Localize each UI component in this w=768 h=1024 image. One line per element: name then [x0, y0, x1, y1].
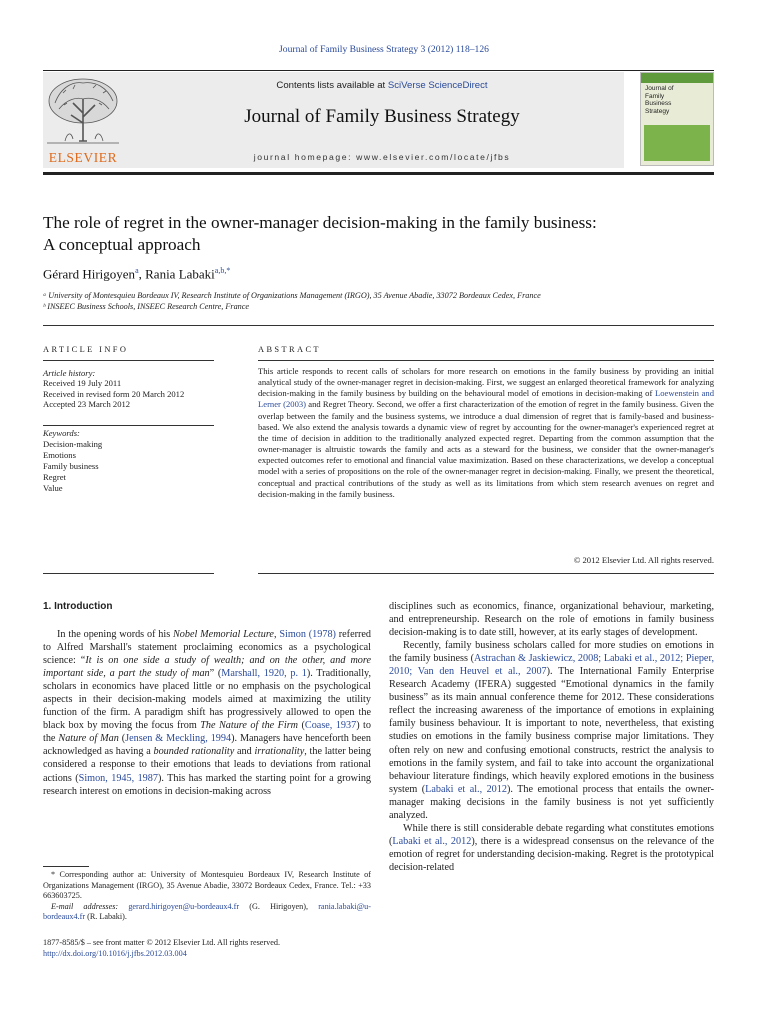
keyword: Regret — [43, 471, 66, 482]
affiliation-a: ᵃ University of Montesquieu Bordeaux IV, Research Institute of Organizations Management (IRGO), 35 Avenue Abadie, 33072 Bordeaux Cedex, France — [43, 291, 541, 300]
email-link[interactable]: rania.labaki@u-bordeaux4.fr — [43, 901, 371, 921]
cover-title-line: Family — [645, 92, 665, 100]
text-run: The Nature of the Firm — [200, 720, 299, 732]
text-run: and — [234, 746, 255, 758]
keyword: Family business — [43, 460, 99, 471]
reference-link[interactable]: Labaki et al., 2012 — [392, 835, 472, 847]
body-paragraph — [389, 822, 714, 874]
reference-link[interactable]: Loewenstein and Lerner (2003) — [258, 388, 715, 410]
text-run: bounded rationality — [153, 746, 235, 758]
top-rule — [43, 70, 714, 71]
text-run: ( — [118, 733, 126, 745]
author-affil-marker[interactable]: a,b,* — [214, 266, 231, 275]
journal-citation[interactable]: Journal of Family Business Strategy 3 (2012) 118–126 — [279, 44, 489, 55]
homepage-url-link[interactable]: www.elsevier.com/locate/jfbs — [356, 152, 511, 162]
corresponding-footnote — [43, 870, 371, 923]
contents-availability — [140, 80, 624, 91]
elsevier-wordmark: ELSEVIER — [48, 150, 118, 165]
abstract-rule — [258, 573, 714, 574]
abstract-part: and Regret Theory. Second, we offer a first characterization of the emotion of regret in the family business. Given the overlap between the family and the business systems, we introduce a dual dimension of regret that is family-based and business-based. We also extend the analysis towards a dynamic view of regret by accounting for the owner-manager's experienced regret at the time of decision in addition to the traditionally analyzed expected regret. Departing from the common assumption that the owner-manager is altruistic towards the family and acts as a steward for the business, we consider that the owner-manager's expected outcomes refer to emotional and financial value maximization. Based on these characterizations, we develop a conceptual model with a series of propositions on the role of the owner-manager regret in decision-making. Finally, we present the theoretical, conceptual and practical contributions of the study as well as its limitations from which stem research avenues on regret and decision-making in the family business. — [258, 399, 714, 499]
email-label: E-mail addresses: — [51, 901, 129, 911]
affiliation-rule — [43, 325, 714, 326]
text-run: ). This has marked the starting point for a growing research interest on emotions in decision-making across — [43, 772, 372, 797]
contents-prefix: Contents lists available at — [276, 80, 388, 91]
issn-block — [43, 938, 280, 959]
email-addresses — [43, 902, 371, 923]
journal-name: Journal of Family Business Strategy — [244, 106, 520, 127]
author-name: Gérard Hirigoyen — [43, 266, 136, 282]
section-heading: 1. Introduction — [43, 601, 113, 612]
body-paragraph — [43, 628, 371, 798]
affiliations — [43, 291, 714, 312]
article-info-rule — [43, 425, 214, 426]
text-run: , — [273, 629, 280, 640]
text-run: Nature of Man — [58, 733, 119, 745]
history-revised: Received in revised form 20 March 2012 — [43, 388, 185, 399]
doi-link[interactable]: http://dx.doi.org/10.1016/j.jfbs.2012.03.004 — [43, 948, 187, 958]
keyword: Emotions — [43, 449, 76, 460]
affiliation-b: ᵇ INSEEC Business Schools, INSEEC Research Centre, France — [43, 301, 250, 311]
journal-cover-thumbnail[interactable] — [640, 72, 714, 166]
text-run: ). The emotional process that entails the owner-manager making decisions in the family business is not yet sufficiently analyzed. — [389, 783, 714, 821]
text-run: , the latter being considered a response to their emotions that leads to deviations from rational actions ( — [43, 746, 371, 784]
text-run: While there is still considerable debate regarding what constitutes emotions ( — [389, 822, 714, 847]
reference-link[interactable]: Simon, 1945, 1987 — [78, 772, 158, 784]
text-run: It is on one side a study of wealth; and on the other, and more important side, a part the study of man — [43, 655, 371, 680]
history-label: Article history: — [43, 368, 96, 378]
cover-title — [645, 85, 674, 115]
text-run: referred to Alfred Marshall's statement proclaiming economics as a psychological science: “ — [43, 629, 371, 667]
reference-link[interactable]: Labaki et al., 2012 — [425, 783, 507, 795]
reference-link[interactable]: Astrachan & Jaskiewicz, 2008; Labaki et al., 2012; Pieper, 2010; Van den Heuvel et al., 2007 — [389, 653, 714, 678]
text-run: ). Traditionally, scholars in economics have placed little or no emphasis on the psychological aspects in their decision-making models aimed at maximizing the utility function of the firm. A paradigm shift has progressively allowed to open the black box by moving the focus from — [43, 668, 372, 732]
footnote-rule — [43, 866, 89, 867]
title-line-2: A conceptual approach — [43, 235, 201, 254]
text-run: ( — [298, 720, 305, 732]
body-column-left — [43, 628, 371, 798]
body-column-right — [389, 600, 714, 874]
body-paragraph — [389, 639, 714, 822]
cover-band — [641, 73, 713, 83]
author-list — [43, 266, 230, 282]
article-info-rule — [43, 360, 214, 361]
cover-title-line: Business — [645, 100, 672, 107]
reference-link[interactable]: Marshall, 1920, p. 1 — [221, 668, 307, 680]
tree-logo-icon — [43, 73, 123, 151]
text-run: irrationality — [254, 746, 305, 758]
text-run: ), there is a widespread consensus on the relevance of the emotion of regret for understanding decision-making. Regret is the prototypical decision-related — [389, 835, 714, 873]
text-run: ). Managers have henceforth been acknowledged as having a — [43, 733, 371, 758]
text-run: Recently, family business scholars called for more studies on emotions in the family business ( — [389, 640, 714, 665]
reference-link[interactable]: Coase, 1937 — [304, 720, 357, 732]
abstract-rule — [258, 360, 714, 361]
issn-line: 1877-8585/$ – see front matter © 2012 Elsevier Ltd. All rights reserved. — [43, 938, 281, 947]
text-run: ” ( — [209, 668, 222, 680]
sciencedirect-link[interactable]: SciVerse ScienceDirect — [387, 80, 488, 91]
cover-title-line: Strategy — [645, 107, 670, 115]
masthead-rule — [43, 172, 714, 175]
email-owner: (R. Labaki). — [85, 912, 127, 921]
history-received: Received 19 July 2011 — [43, 378, 122, 389]
article-title — [43, 212, 723, 256]
homepage-prefix: journal homepage: — [253, 152, 357, 162]
text-run: In the opening words of his — [57, 629, 174, 640]
corresponding-author: * Corresponding author at: University of Montesquieu Bordeaux IV, Research Institute of Organizations Management (IRGO), 35 Avenue Abadie, 33072 Bordeaux Cedex, France. Tel.: +33 663603725. — [43, 870, 371, 900]
article-history — [43, 368, 184, 410]
history-accepted: Accepted 23 March 2012 — [43, 399, 131, 410]
abstract-text — [258, 366, 714, 500]
article-info-rule — [43, 573, 214, 574]
email-owner: (G. Hirigoyen), — [239, 901, 309, 911]
keywords-label: Keywords: — [43, 428, 80, 438]
email-link[interactable]: gerard.hirigoyen@u-bordeaux4.fr — [128, 901, 240, 911]
cover-title-line: Journal of — [645, 85, 674, 92]
keyword: Decision-making — [43, 438, 103, 449]
abstract-copyright: © 2012 Elsevier Ltd. All rights reserved. — [573, 555, 714, 565]
text-run: Nobel Memorial Lecture — [173, 629, 274, 640]
text-run: ). The International Family Enterprise Research Academy (IFERA) suggested “Emotional dynamics in the family business” as its main annual conference theme for 2012. These considerations reflect the increasing awareness of the importance of emotions in explaining family business behaviour. It is important to note, nevertheless, that existing studies on emotions in the family business comprise major limitations. They often rely on new and confusing emotional constructs, restrict the analysis to emotions in the family system, and fail to take into account the organizational behaviour literature findings, which heavily explored emotions in the business system ( — [389, 666, 714, 795]
journal-homepage — [140, 152, 624, 162]
author-separator: , — [138, 266, 146, 282]
text-run: ) to the — [43, 720, 371, 745]
abstract-part: This article responds to recent calls of scholars for more research on emotions in the family business by providing an initial analytical study of the owner-manager regret in decision-making. First, we suggest an enlarged theoretical framework for analyzing decision-making in the family business by building on the behavioural model of emotions in decision-making of — [258, 366, 714, 399]
cover-image — [644, 125, 710, 161]
title-line-1: The role of regret in the owner-manager decision-making in the family business: — [43, 213, 597, 232]
article-info-heading: ARTICLE INFO — [43, 345, 129, 354]
keyword: Value — [43, 482, 63, 493]
author-name: Rania Labaki — [145, 266, 215, 282]
body-paragraph: disciplines such as economics, finance, organizational behaviour, marketing, and entrepreneurship. Research on the role of emotions in family business decision-making is to date still, however, at its early stages of development. — [389, 601, 714, 639]
reference-link[interactable]: Simon (1978) — [279, 629, 336, 640]
reference-link[interactable]: Jensen & Meckling, 1994 — [125, 733, 232, 745]
abstract-heading: ABSTRACT — [258, 345, 321, 354]
author-affil-marker[interactable]: a — [135, 266, 139, 275]
keywords — [43, 428, 102, 493]
